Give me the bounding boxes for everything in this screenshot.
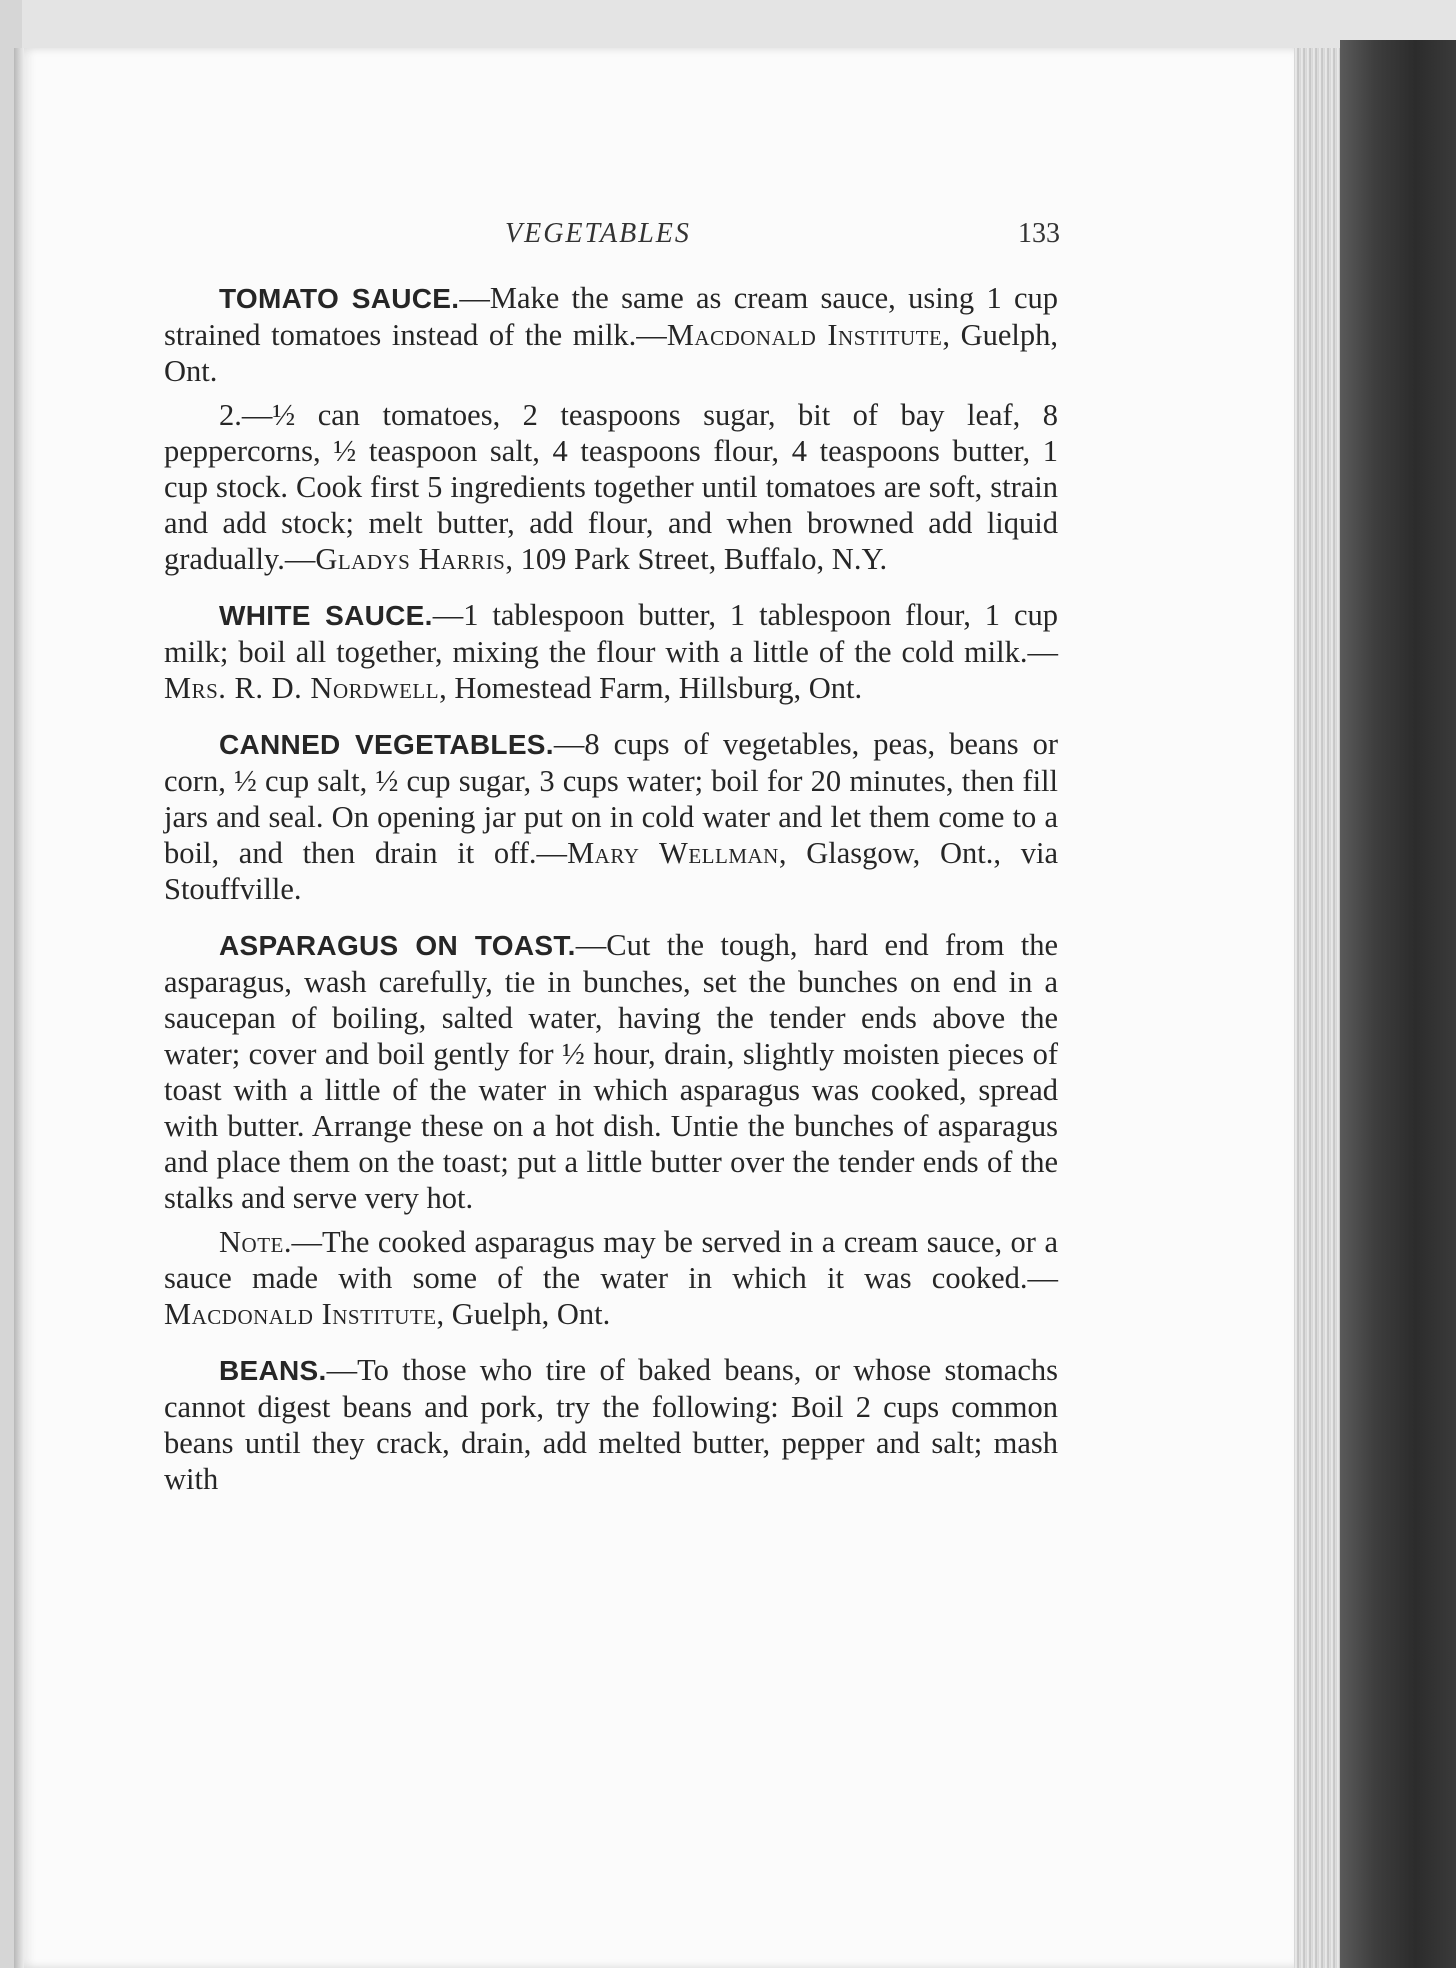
page-number: 133 (1018, 218, 1060, 249)
recipe-asparagus-on-toast (164, 927, 1058, 1216)
recipe-canned-vegetables (164, 726, 1058, 907)
page-text (164, 280, 1058, 1497)
previous-page-edge (14, 48, 24, 1968)
recipe-source-place: , Homestead Farm, Hillsburg, Ont. (439, 671, 863, 705)
recipe-tomato-sauce-2 (164, 397, 1058, 577)
recipe-source-name: Mrs. R. D. Nordwell (164, 671, 440, 705)
recipe-body: .—The cooked asparagus may be served in a cream sauce, or a sauce made with some of the water in which it was cooked.— (164, 1225, 1058, 1295)
recipe-note (164, 1224, 1058, 1332)
recipe-body: —Make the same as cream sauce, using 1 cup strained tomatoes instead of the milk.— (164, 281, 1058, 352)
running-head-title: VEGETABLES (505, 218, 691, 249)
recipe-source-name: Macdonald Institute (666, 318, 943, 352)
recipe-source-place: , 109 Park Street, Buffalo, N.Y. (505, 542, 888, 576)
background-top (0, 0, 1456, 52)
recipe-body: —To those who tire of baked beans, or whose stomachs cannot digest beans and pork, try the following: Boil 2 cups common beans until they crack, drain, add melted butter, pepper and salt; mash with (164, 1353, 1058, 1496)
recipe-heading: BEANS. (219, 1355, 327, 1386)
recipe-white-sauce (164, 597, 1058, 706)
recipe-heading: TOMATO SAUCE. (219, 283, 460, 314)
recipe-beans (164, 1352, 1058, 1497)
recipe-heading: ASPARAGUS ON TOAST. (219, 930, 576, 961)
recipe-source-place: , Guelph, Ont. (436, 1297, 611, 1331)
recipe-tomato-sauce (164, 280, 1058, 389)
recipe-source-name: Mary Wellman (567, 836, 779, 870)
running-head (160, 218, 1060, 258)
recipe-heading: WHITE SAUCE. (219, 600, 433, 631)
note-label: Note (219, 1225, 284, 1259)
recipe-source-place: , Guelph, Ont. (164, 318, 1058, 388)
recipe-source-place: , Glasgow, Ont., via Stouffville. (164, 836, 1058, 906)
recipe-source-name: Gladys Harris (315, 542, 506, 576)
recipe-source-name: Macdonald Institute (164, 1297, 437, 1331)
page-block-edges (1294, 48, 1342, 1968)
recipe-body: —1 tablespoon butter, 1 tablespoon flour, 1 cup milk; boil all together, mixing the flour with a little of the cold milk.— (164, 598, 1058, 669)
recipe-body: 2.—½ can tomatoes, 2 teaspoons sugar, bit of bay leaf, 8 peppercorns, ½ teaspoon salt, 4 teaspoons flour, 4 teaspoons butter, 1 cup stock. Cook first 5 ingredients together until tomatoes are soft, strain and add stock; melt butter, add flour, and when browned add liquid gradually.— (164, 398, 1058, 576)
recipe-heading: CANNED VEGETABLES. (219, 729, 554, 760)
recipe-body: —Cut the tough, hard end from the asparagus, wash carefully, tie in bunches, set the bunches on end in a saucepan of boiling, salted water, having the tender ends above the water; cover and boil gently for ½ hour, drain, slightly moisten pieces of toast with a little of the water in which asparagus was cooked, spread with butter. Arrange these on a hot dish. Untie the bunches of asparagus and place them on the toast; put a little butter over the tender ends of the stalks and serve very hot. (164, 928, 1058, 1215)
book-cover-edge (1340, 40, 1456, 1968)
recipe-body: —8 cups of vegetables, peas, beans or corn, ½ cup salt, ½ cup sugar, 3 cups water; boil for 20 minutes, then fill jars and seal. On opening jar put on in cold water and let them come to a boil, and then drain it off.— (164, 727, 1059, 870)
